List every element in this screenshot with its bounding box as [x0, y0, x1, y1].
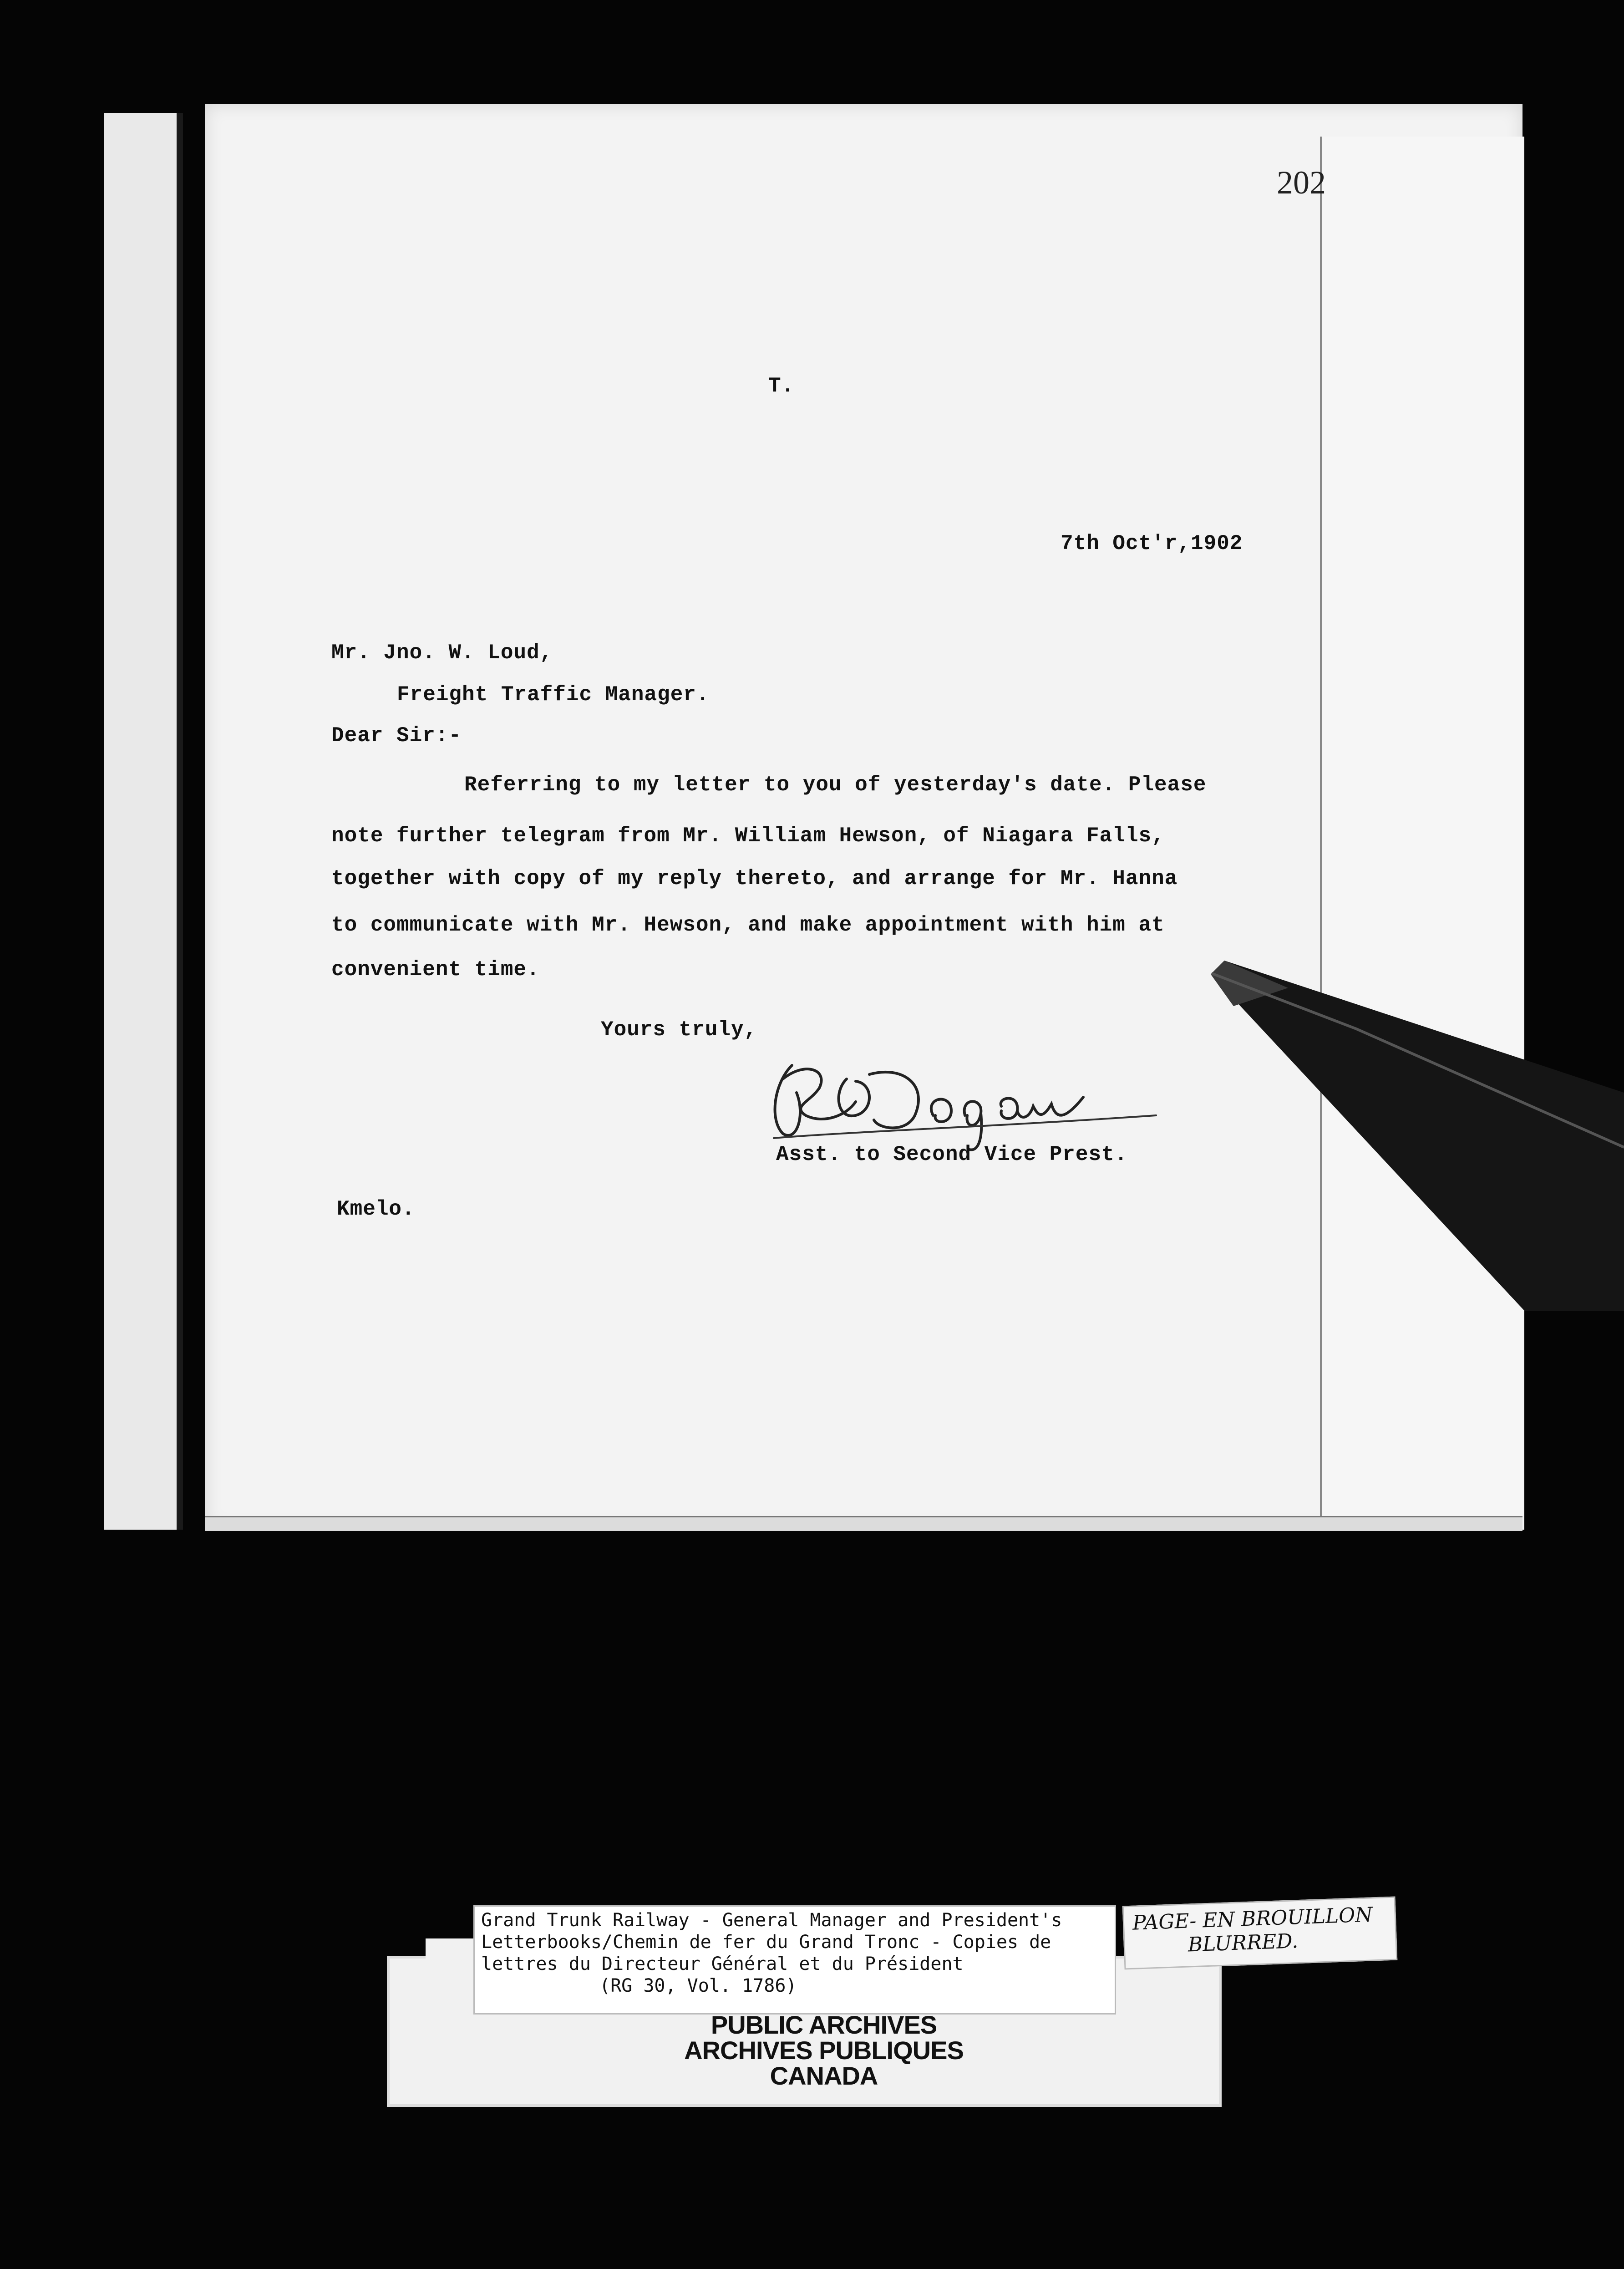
- letter-body-line: convenient time.: [331, 958, 540, 982]
- typist-initials: Kmelo.: [337, 1197, 415, 1221]
- signer-title: Asst. to Second Vice Prest.: [776, 1143, 1128, 1166]
- collection-line: Letterbooks/Chemin de fer du Grand Tronc - Copies de: [481, 1932, 1051, 1953]
- closing: Yours truly,: [601, 1018, 757, 1042]
- note-line: BLURRED.: [1187, 1929, 1299, 1957]
- pen-pointer: [1206, 956, 1624, 1311]
- archive-stamp-line: CANADA: [770, 2061, 878, 2090]
- collection-reference: (RG 30, Vol. 1786): [599, 1975, 797, 1996]
- letter-date: 7th Oct'r,1902: [1061, 532, 1243, 555]
- letter-body-line: to communicate with Mr. Hewson, and make appointment with him at: [331, 913, 1165, 937]
- collection-line: lettres du Directeur Général et du Président: [481, 1954, 964, 1974]
- letter-body-line: Referring to my letter to you of yesterday's date. Please: [464, 773, 1207, 797]
- file-mark: T.: [768, 374, 795, 398]
- collection-label: [473, 1905, 1116, 2015]
- archive-stamp-line: ARCHIVES PUBLIQUES: [684, 2036, 964, 2065]
- archive-stamp-line: PUBLIC ARCHIVES: [710, 2010, 937, 2039]
- archive-stamp: [501, 2012, 1147, 2089]
- collection-line: Grand Trunk Railway - General Manager and President's: [481, 1910, 1062, 1931]
- addressee-name: Mr. Jno. W. Loud,: [331, 641, 553, 665]
- letterbook-binding-strip: [104, 113, 183, 1530]
- note-line: PAGE- EN BROUILLON: [1132, 1903, 1373, 1935]
- page-edge-stack: [1320, 137, 1524, 1530]
- salutation: Dear Sir:-: [331, 724, 462, 748]
- letter-body-line: together with copy of my reply thereto, and arrange for Mr. Hanna: [331, 867, 1178, 890]
- handwritten-note: [1122, 1897, 1398, 1970]
- letter-body-line: note further telegram from Mr. William Hewson, of Niagara Falls,: [331, 824, 1165, 848]
- sheet-bottom-edge: [205, 1516, 1522, 1531]
- page-number: 202: [1277, 164, 1326, 201]
- handwritten-signature: [765, 1047, 1174, 1156]
- addressee-title: Freight Traffic Manager.: [397, 683, 710, 707]
